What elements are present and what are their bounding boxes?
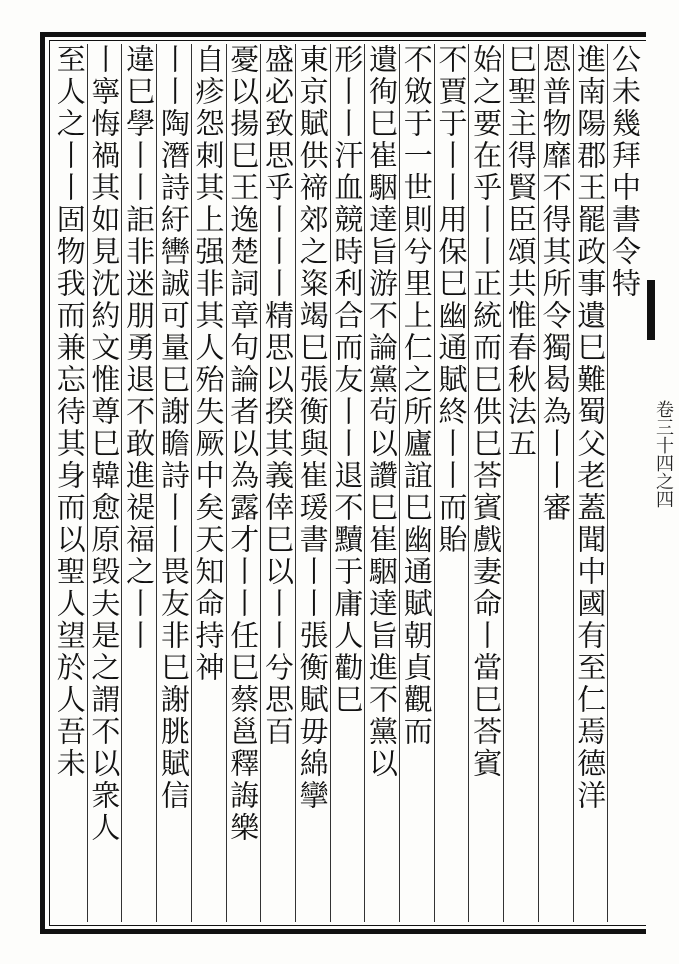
text-column: 始之要在乎丨丨正統而巳供巳荅賓戲妻命丨當巳荅賓	[469, 44, 504, 780]
column-rule	[191, 44, 192, 922]
text-column: 憂以揚巳王逸楚詞章句論者以為露才丨丨任巳蔡邕釋誨樂	[226, 44, 261, 844]
column-rule	[434, 44, 435, 922]
text-columns	[52, 44, 642, 922]
text-column: 不賈于丨丨用保巳幽通賦終丨丨而貽	[434, 44, 469, 556]
text-column: 恩普物靡不得其所令獨曷為丨丨審	[538, 44, 573, 524]
column-rule	[121, 44, 122, 922]
text-column: 東京賦供禘郊之粢竭巳張衡與崔瑗書丨丨張衡賦毋綿攣	[295, 44, 330, 812]
text-column: 至人之丨丨固物我而兼忘待其身而以聖人望於人吾未	[52, 44, 87, 780]
column-rule	[156, 44, 157, 922]
text-column: 不敓于一世則兮里上仁之所廬誼巳幽通賦朝貞觀而	[399, 44, 434, 748]
text-column: 自疹怨刺其上强非其人殆失厥中矣天知命持神	[191, 44, 226, 684]
column-rule	[295, 44, 296, 922]
margin-bar	[647, 280, 655, 340]
text-column: 進南陽郡王罷政事遺巳難蜀父老蓋聞中國有至仁焉德洋	[573, 44, 608, 812]
text-column: 公未幾拜中書令特	[607, 44, 642, 300]
column-rule	[87, 44, 88, 922]
text-column: 巳聖主得賢臣頌共惟春秋法五	[503, 44, 538, 460]
column-rule	[573, 44, 574, 922]
text-column: 丨丨陶潛詩紆轡誠可量巳謝瞻詩丨丨畏友非巳謝朓賦信	[156, 44, 191, 812]
text-column: 遺徇巳崔駰達旨游不論黨茍以讚巳崔駰達旨進不黨以	[365, 44, 400, 780]
text-column: 形丨丨汗血競時利合而友丨丨退不黷于庸人勸巳	[330, 44, 365, 716]
margin-label: 卷三十四之四	[653, 400, 674, 508]
text-column: 丨寧悔禍其如見沈約文惟尊巳韓愈原毁夫是之謂不以衆人	[87, 44, 122, 844]
text-column: 盛必致思乎丨丨丨精思以揆其義倖巳以丨丨兮思百	[260, 44, 295, 748]
text-column: 違巳學丨丨詎非迷朋勇退不敢進禔福之丨丨	[122, 44, 157, 652]
column-rule	[503, 44, 504, 922]
column-rule	[260, 44, 261, 922]
column-rule	[364, 44, 365, 922]
column-rule	[468, 44, 469, 922]
column-rule	[226, 44, 227, 922]
column-rule	[538, 44, 539, 922]
column-rule	[330, 44, 331, 922]
column-rule	[607, 44, 608, 922]
column-rule	[399, 44, 400, 922]
